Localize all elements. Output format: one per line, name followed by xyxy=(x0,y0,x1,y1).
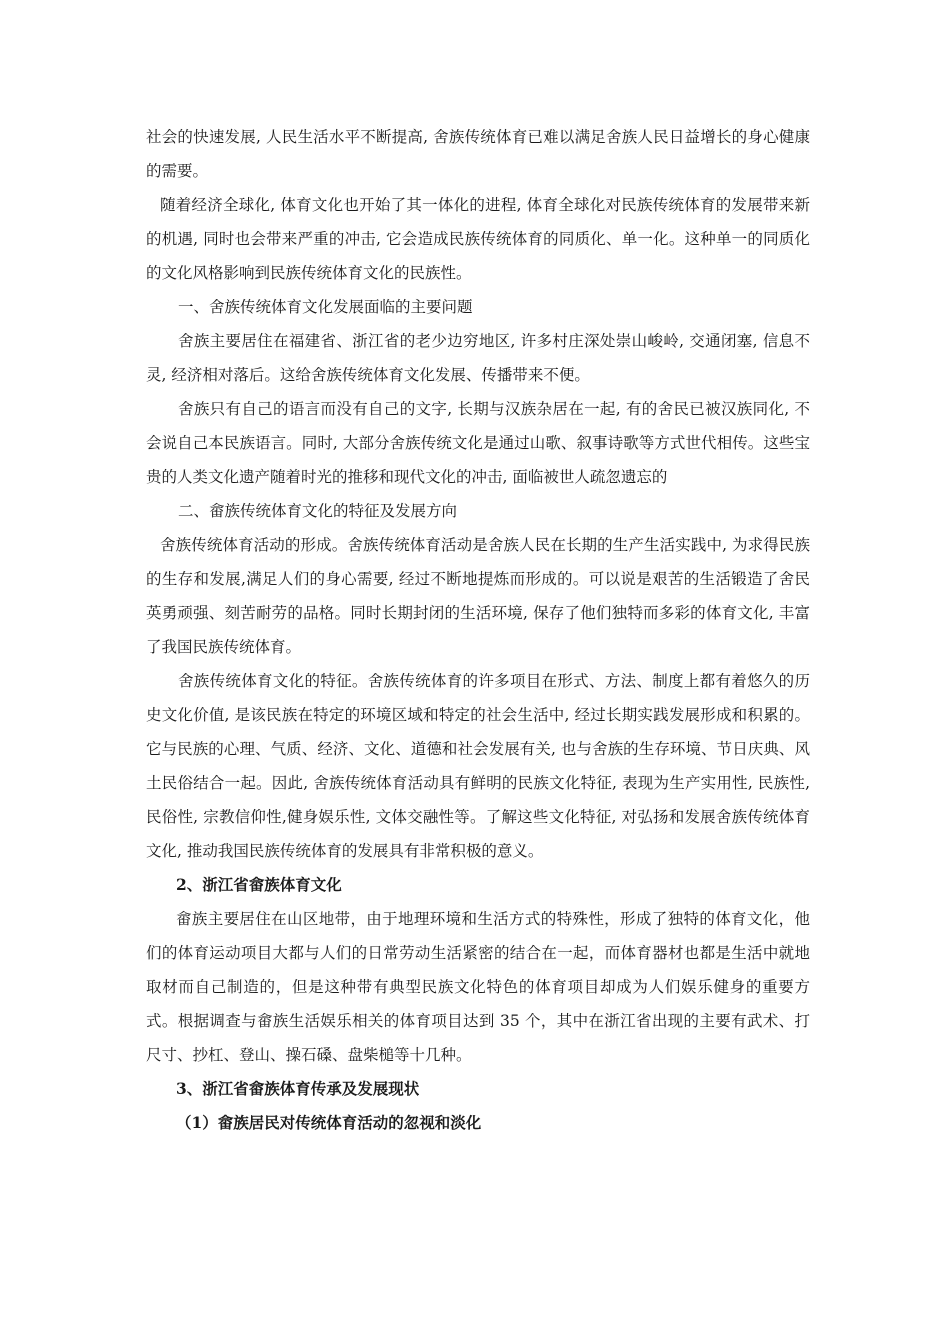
document-body xyxy=(146,120,810,1140)
heading-zhejiang-status: 3、浙江省畲族体育传承及发展现状 xyxy=(176,1079,420,1098)
paragraph-globalization: 随着经济全球化, 体育文化也开始了其一体化的进程, 体育全球化对民族传统体育的发展带来新的机遇, 同时也会带来严重的冲击, 它会造成民族传统体育的同质化、单一化。这种单一的同质化的文化风格影响到民族传统体育文化的民族性。 xyxy=(146,196,810,282)
paragraph-residence: 舍族主要居住在福建省、浙江省的老少边穷地区, 许多村庄深处崇山峻岭, 交通闭塞, 信息不灵, 经济相对落后。这给舍族传统体育文化发展、传播带来不便。 xyxy=(146,332,810,384)
heading-zhejiang-culture: 2、浙江省畲族体育文化 xyxy=(176,875,342,894)
heading-neglect: （1）畲族居民对传统体育活动的忽视和淡化 xyxy=(176,1113,482,1132)
section-heading-problems: 一、舍族传统体育文化发展面临的主要问题 xyxy=(178,298,473,316)
paragraph-characteristics: 舍族传统体育文化的特征。舍族传统体育的许多项目在形式、方法、制度上都有着悠久的历史文化价值, 是该民族在特定的环境区域和特定的社会生活中, 经过长期实践发展形成和积累的。它与民族的心理、气质、经济、文化、道德和社会发展有关, 也与舍族的生存环境、节日庆典、风土民俗结合一起。因此, 舍族传统体育活动具有鲜明的民族文化特征, 表现为生产实用性, 民族性, 民俗性, 宗教信仰性,健身娱乐性, 文体交融性等。了解这些文化特征, 对弘扬和发展舍族传统体育文化, 推动我国民族传统体育的发展具有非常积极的意义。 xyxy=(146,672,810,860)
section-heading-features: 二、畲族传统体育文化的特征及发展方向 xyxy=(178,502,458,520)
paragraph-language: 舍族只有自己的语言而没有自己的文字, 长期与汉族杂居在一起, 有的舍民已被汉族同化, 不会说自己本民族语言。同时, 大部分舍族传统文化是通过山歌、叙事诗歌等方式世代相传。这些宝贵的人类文化遗产随着时光的推移和现代文化的冲击, 面临被世人疏忽遗忘的 xyxy=(146,400,810,486)
paragraph-formation: 舍族传统体育活动的形成。舍族传统体育活动是舍族人民在长期的生产生活实践中, 为求得民族的生存和发展,满足人们的身心需要, 经过不断地提炼而形成的。可以说是艰苦的生活锻造了舍民英勇顽强、刻苦耐劳的品格。同时长期封闭的生活环境, 保存了他们独特而多彩的体育文化, 丰富了我国民族传统体育。 xyxy=(146,536,810,656)
paragraph-intro-continuation: 社会的快速发展, 人民生活水平不断提高, 舍族传统体育已难以满足舍族人民日益增长的身心健康的需要。 xyxy=(146,128,810,180)
paragraph-zhejiang-culture: 畲族主要居住在山区地带，由于地理环境和生活方式的特殊性，形成了独特的体育文化，他们的体育运动项目大都与人们的日常劳动生活紧密的结合在一起，而体育器材也都是生活中就地取材而自己制造的，但是这种带有典型民族文化特色的体育项目却成为人们娱乐健身的重要方式。根据调查与畲族生活娱乐相关的体育项目达到 35 个，其中在浙江省出现的主要有武术、打尺寸、抄杠、登山、操石磉、盘柴槌等十几种。 xyxy=(146,910,810,1064)
